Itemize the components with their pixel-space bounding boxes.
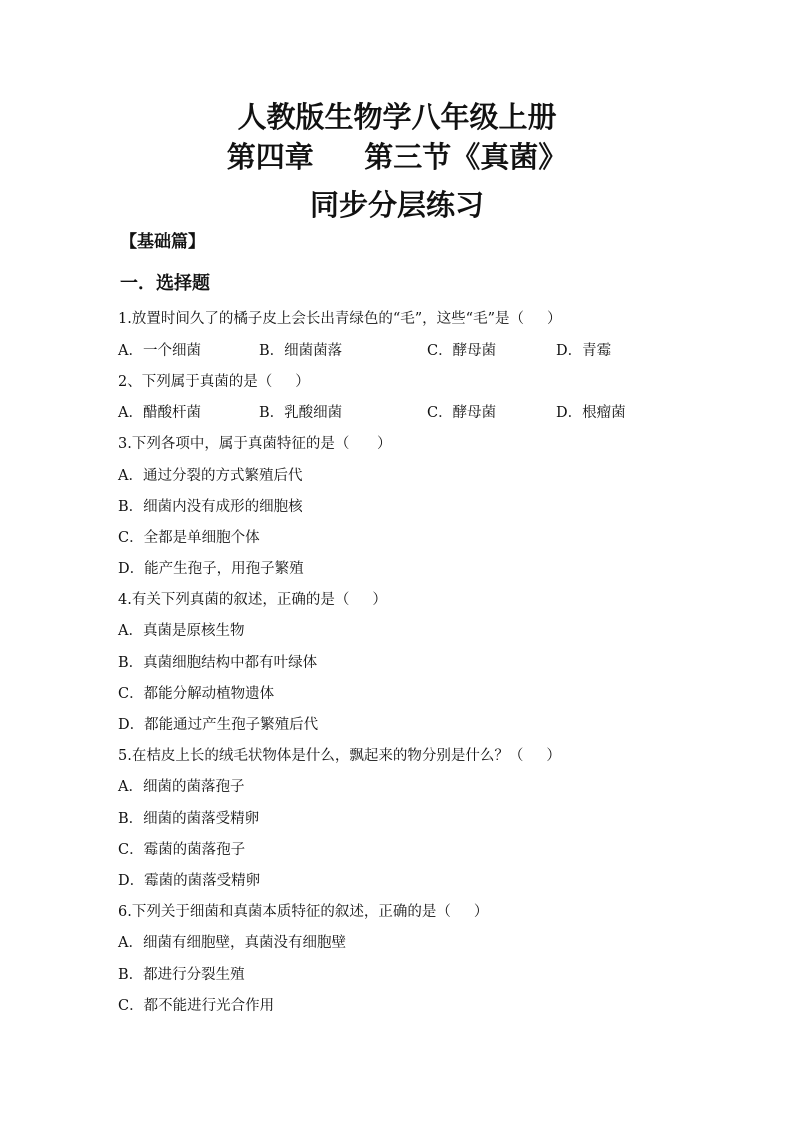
question-5-option-c: C．霉菌的菌落孢子 — [118, 842, 246, 858]
question-6-option-c: C．都不能进行光合作用 — [118, 998, 275, 1014]
question-4-option-a: A．真菌是原核生物 — [118, 623, 245, 639]
question-6-option-a: A．细菌有细胞壁，真菌没有细胞壁 — [118, 935, 346, 951]
question-1-option-d: D．青霉 — [556, 343, 612, 359]
question-3-option-a: A．通过分裂的方式繁殖后代 — [118, 468, 303, 484]
question-3-option-d: D．能产生孢子，用孢子繁殖 — [118, 561, 304, 577]
question-2-option-c: C．酵母菌 — [427, 405, 497, 421]
question-1-option-a: A．一个细菌 — [118, 343, 201, 359]
question-5-option-d: D．霉菌的菌落受精卵 — [118, 873, 261, 889]
question-2-option-d: D．根瘤菌 — [556, 405, 626, 421]
question-3-option-b: B．细菌内没有成形的细胞核 — [118, 499, 303, 515]
question-3-stem: 3.下列各项中，属于真菌特征的是（ ） — [118, 436, 392, 452]
question-5-option-b: B．细菌的菌落受精卵 — [118, 811, 260, 827]
question-5-option-a: A．细菌的菌落孢子 — [118, 779, 245, 795]
question-6-stem: 6.下列关于细菌和真菌本质特征的叙述，正确的是（ ） — [118, 904, 489, 920]
question-4-stem: 4.有关下列真菌的叙述，正确的是（ ） — [118, 592, 387, 608]
question-2-option-b: B．乳酸细菌 — [259, 405, 343, 421]
question-1-option-b: B．细菌菌落 — [259, 343, 343, 359]
question-2-options — [118, 403, 678, 423]
title-line-2: 第四章 第三节《真菌》 — [226, 140, 568, 174]
question-1-option-c: C．酵母菌 — [427, 343, 497, 359]
question-2-option-a: A．醋酸杆菌 — [118, 405, 201, 421]
question-6-option-b: B．都进行分裂生殖 — [118, 967, 245, 983]
question-1-options — [118, 341, 678, 361]
document-title — [0, 96, 794, 226]
section-multiple-choice: 一．选择题 — [120, 273, 210, 294]
question-2-stem: 2、下列属于真菌的是（ ） — [118, 374, 310, 390]
question-3-option-c: C．全都是单细胞个体 — [118, 530, 260, 546]
question-4-option-c: C．都能分解动植物遗体 — [118, 686, 275, 702]
section-basic: 【基础篇】 — [120, 232, 205, 252]
question-1-stem: 1.放置时间久了的橘子皮上会长出青绿色的“毛”，这些“毛”是（ ） — [118, 311, 562, 327]
question-4-option-d: D．都能通过产生孢子繁殖后代 — [118, 717, 319, 733]
title-line-1: 人教版生物学八年级上册 — [237, 100, 557, 134]
question-5-stem: 5.在桔皮上长的绒毛状物体是什么，飘起来的物分别是什么？（ ） — [118, 748, 561, 764]
question-4-option-b: B．真菌细胞结构中都有叶绿体 — [118, 655, 318, 671]
title-line-3: 同步分层练习 — [309, 188, 484, 222]
